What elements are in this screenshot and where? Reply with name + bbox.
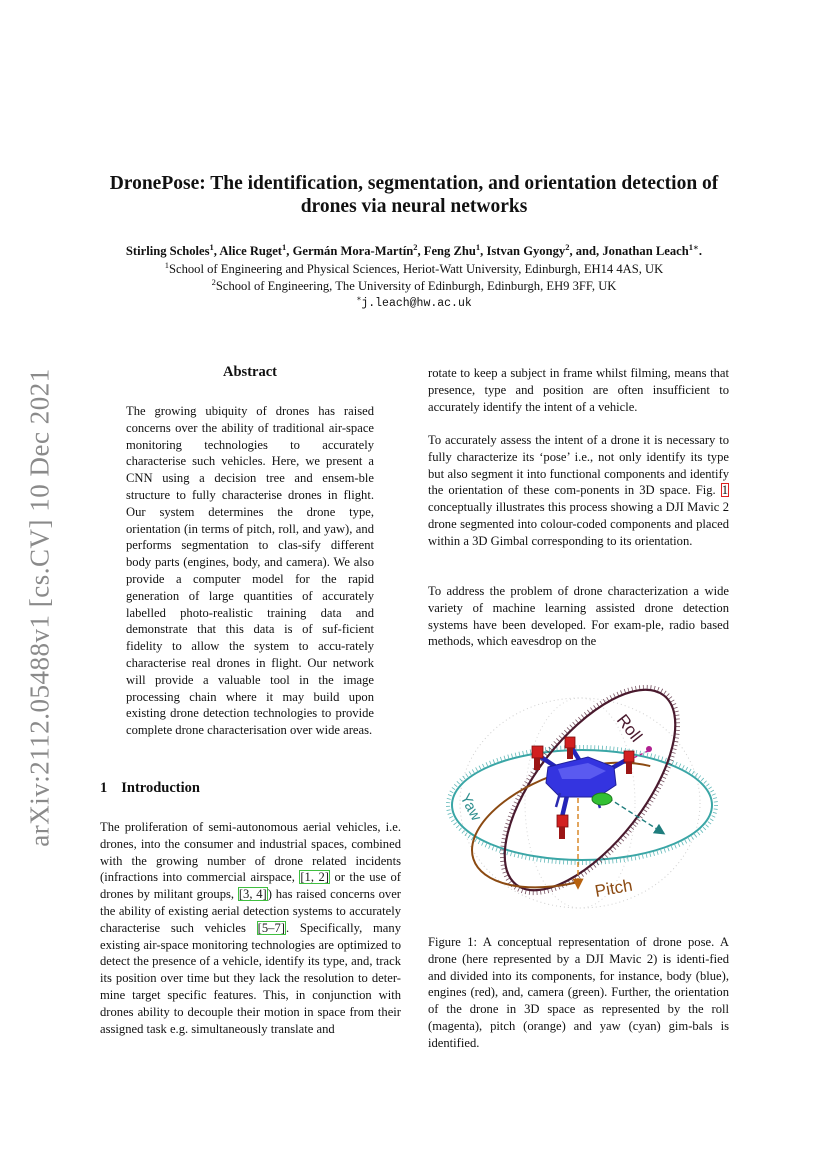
- author[interactable]: Germán Mora-Martín$^2$: [292, 241, 418, 258]
- arxiv-stamp: [20, 362, 60, 852]
- drone-pose-figure: [420, 675, 736, 925]
- section-heading: 1 Introduction: [100, 780, 200, 796]
- arxiv-stamp-text: arXiv:2112.05488v1 [cs.CV] 10 Dec 2021: [24, 367, 55, 847]
- citation-link[interactable]: [1, 2]: [300, 870, 329, 885]
- yaw-label: Yaw: [456, 790, 485, 824]
- paper-title: DronePose: The identification, segmentation, and orientation detection of drones via neural networks: [109, 173, 719, 217]
- figure-ref-link[interactable]: 1: [721, 483, 728, 498]
- figure-caption: Figure 1: A conceptual representation of drone pose. A drone (here represented by a DJI Mavic 2) is identi-fied and divided into its components, for instance, body (blue), engines (red), and, camera (green). Further, the orientation of the drone in 3D space as represented by the roll (magenta), pitch (orange) and yaw (cyan) gim-bals is identified.: [428, 935, 729, 1050]
- citation-link[interactable]: [5–7]: [257, 920, 285, 935]
- author[interactable]: Alice Ruget$^1$: [219, 241, 287, 258]
- author[interactable]: Jonathan Leach$^{1∗}$: [602, 241, 699, 258]
- engine: [557, 815, 568, 827]
- author[interactable]: Stirling Scholes$^1$: [125, 241, 214, 258]
- gimbal-diagram: [420, 675, 736, 925]
- affiliation-1: $^1$School of Engineering and Physical Sciences, Heriot-Watt University, Edinburgh, EH14 4AS, UK: [164, 259, 664, 276]
- intro-paragraph-right-1: rotate to keep a subject in frame whilst filming, means that presence, type and position are often insufficient to accurately identify the intent of a vehicle.: [428, 366, 729, 414]
- abstract-text: The growing ubiquity of drones has raised concerns over the ability of traditional air-space monitoring technologies to accurately characterise such vehicles. Here, we present a CNN using a decision tree and ensem-ble structure to fully characterise drones in flight. Our system determines the drone type, orientation (in terms of pitch, roll, and yaw), and performs segmentation to clas-sify different body parts (engines, body, and camera). We also provide a computer model for the rapid generation of large quantities of accurately labelled photo-realistic training data and demonstrate that this data is of suf-ficient fidelity to allow the system to accu-rately characterise real drones in flight. Our network will provide a valuable tool in the image processing chain where it may build upon existing drone detection technologies to provide complete drone characterisation over wide areas.: [126, 404, 374, 738]
- intro-paragraph-right-3: To address the problem of drone characterization a wide variety of machine learning assisted drone detection systems have been developed. For exam-ple, radio based methods, which eavesdrop on the: [428, 584, 729, 649]
- intro-paragraph-left: The proliferation of semi-autonomous aerial vehicles, i.e. drones, into the consumer and industrial spaces, combined with the growing number of drone related incidents (infractions into commercial airspace, [1, 2] or the use of drones by militant groups, [3, 4]) has raised concerns over the ability of existing aerial detection systems to accurately characterise such vehicles [5–7]. Specifically, many existing air-space monitoring technologies are optimized to detect the presence of a vehicle, identify its type, and, track its position over time but they lack the resolution to deter-mine target specific features. This, in conjunction with drones ability to decouple their motion in space from their assigned task e.g. simultaneously translate and: [100, 820, 402, 1036]
- roll-label: Roll: [612, 710, 646, 746]
- abstract-heading: Abstract: [223, 364, 277, 380]
- corresponding-email[interactable]: ∗j.leach@hw.ac.uk: [356, 294, 472, 310]
- engine: [624, 751, 634, 762]
- citation-link[interactable]: [3, 4]: [238, 887, 267, 902]
- engine: [565, 737, 575, 748]
- author[interactable]: Feng Zhu$^1$: [423, 241, 481, 258]
- author-list: Stirling Scholes$^1$, Alice Ruget$^1$, Germán Mora-Martín$^2$, Feng Zhu$^1$, Istvan Gyongy$^2$, and, Jonathan Leach$^{1∗}$.: [125, 241, 703, 258]
- author[interactable]: Istvan Gyongy$^2$: [486, 241, 570, 258]
- drone-camera: [592, 793, 612, 805]
- affiliation-2: $^2$School of Engineering, The University of Edinburgh, Edinburgh, EH9 3FF, UK: [211, 276, 617, 293]
- pitch-label: Pitch: [593, 875, 634, 901]
- intro-paragraph-right-2: To accurately assess the intent of a drone it is necessary to fully characterize its ‘pose’ i.e., not only identify its type but also segment it into functional components and identify the orientation of these com-ponents in 3D space. Fig. 1 conceptually illustrates this process showing a DJI Mavic 2 drone segmented into colour-coded components and placed within a 3D Gimbal corresponding to its orientation.: [428, 433, 729, 548]
- engine: [532, 746, 543, 758]
